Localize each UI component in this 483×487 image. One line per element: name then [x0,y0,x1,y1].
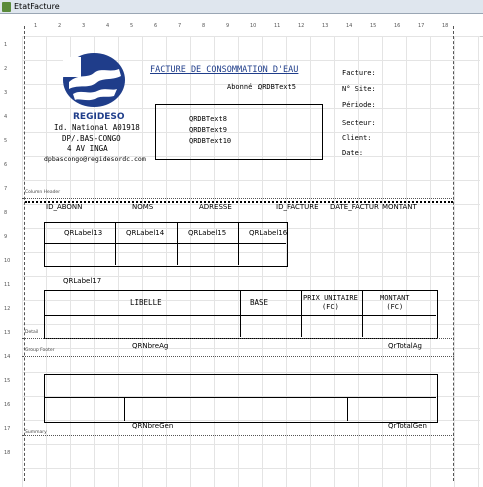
abonne-label: Abonné : [227,83,261,91]
ruler-tick-label: 11 [4,282,11,288]
summary-col-sep-2 [347,397,348,421]
ruler-tick-label: 10 [250,23,257,29]
horizontal-ruler [0,14,483,37]
vertical-ruler [0,36,22,487]
report-canvas[interactable] [22,36,480,487]
band-label-column-header: Column Header [25,190,61,195]
summary-col-sep-1 [124,397,125,421]
ruler-tick-label: 3 [4,90,8,96]
band-separator-group-footer [22,356,454,357]
ruler-tick-label: 18 [4,450,11,456]
summary-table-divider [44,397,436,398]
ruler-tick-label: 16 [4,402,11,408]
qrlabel13[interactable]: QRLabel13 [64,229,103,237]
summary-table[interactable] [44,374,438,423]
label-periode: Période: [342,101,376,109]
ruler-tick-label: 12 [298,23,305,29]
col-date-factur[interactable]: DATE_FACTUR [330,203,379,211]
col-id-abonn[interactable]: ID_ABONN [46,203,83,211]
box-field-3[interactable]: QRDBText10 [189,137,232,145]
qrnbregen[interactable]: QRNbreGen [132,422,174,430]
detail-col-sep-1 [240,290,241,337]
dp-label: DP/.BAS-CONGO [62,134,121,143]
col-noms[interactable]: NOMS [132,203,154,211]
regideso-logo-icon [59,49,129,109]
ruler-tick-label: 11 [274,23,281,29]
app-icon [2,2,11,12]
ruler-tick-label: 17 [418,23,425,29]
ruler-tick-label: 8 [202,23,206,29]
detail-col-sep-3 [362,290,363,337]
ruler-tick-label: 4 [4,114,8,120]
ruler-tick-label: 14 [346,23,353,29]
ruler-tick-label: 2 [58,23,62,29]
ruler-tick-label: 6 [154,23,158,29]
qrlabel17[interactable]: QRLabel17 [63,277,102,285]
ruler-tick-label: 5 [4,138,8,144]
qrlabel-table-divider [44,243,286,244]
ruler-tick-label: 2 [4,66,8,72]
ruler-tick-label: 7 [178,23,182,29]
ruler-tick-label: 9 [4,234,8,240]
band-separator-header [22,198,454,199]
report-title: FACTURE DE CONSOMMATION D'EAU [150,65,299,75]
ruler-tick-label: 14 [4,354,11,360]
ruler-tick-label: 4 [106,23,110,29]
ruler-tick-label: 8 [4,210,8,216]
label-facture: Facture: [342,69,376,77]
label-nsite: N° Site: [342,85,376,93]
band-label-group-footer: Group Footer [25,348,55,353]
label-client: Client: [342,134,372,142]
ruler-tick-label: 13 [4,330,11,336]
email-label: dpbascongo@regidesordc.com [44,155,146,163]
qrlabel-col-sep-2 [177,222,178,265]
page-margin-right [453,26,454,481]
qrtotalgen[interactable]: QrTotalGen [388,422,427,430]
ruler-tick-label: 15 [370,23,377,29]
col-montant[interactable]: MONTANT [382,203,417,211]
ruler-tick-label: 17 [4,426,11,432]
id-national: Id. National A01918 [54,123,140,132]
ruler-tick-label: 9 [226,23,230,29]
ruler-tick-label: 15 [4,378,11,384]
ruler-tick-label: 13 [322,23,329,29]
address-label: 4 AV INGA [67,144,108,153]
band-label-summary: Summary [25,430,47,435]
ruler-tick-label: 16 [394,23,401,29]
band-separator-summary [22,435,454,436]
ruler-tick-label: 6 [4,162,8,168]
label-date: Date: [342,149,364,157]
ruler-tick-label: 18 [442,23,449,29]
label-secteur: Secteur: [342,119,376,127]
page-margin-left [24,26,25,481]
col-adresse[interactable]: ADRESSE [199,203,232,211]
qrlabel-col-sep-1 [115,222,116,265]
th-montant[interactable]: MONTANT (FC) [380,294,410,311]
ruler-tick-label: 12 [4,306,11,312]
band-label-detail: Detail [25,330,39,335]
box-field-1[interactable]: QRDBText8 [189,115,227,123]
ruler-tick-label: 10 [4,258,11,264]
ruler-tick-label: 5 [130,23,134,29]
th-prix-unitaire[interactable]: PRIX UNITAIRE (FC) [303,294,358,311]
ruler-tick-label: 7 [4,186,8,192]
ruler-tick-label: 1 [34,23,38,29]
qrlabel14[interactable]: QRLabel14 [126,229,165,237]
info-box[interactable] [155,104,323,160]
band-separator-detail [22,338,454,339]
ruler-tick-label: 1 [4,42,8,48]
window-title: EtatFacture [14,2,60,11]
ruler-tick-label: 3 [82,23,86,29]
col-id-facture[interactable]: ID_FACTURE [276,203,319,211]
th-base[interactable]: BASE [250,298,269,307]
qrlabel15[interactable]: QRLabel15 [188,229,227,237]
box-field-2[interactable]: QRDBText9 [189,126,227,134]
qrlabel16[interactable]: QRLabel16 [249,229,288,237]
th-libelle[interactable]: LIBELLE [130,298,162,307]
abonne-field[interactable]: QRDBText5 [258,83,296,91]
logo-text: REGIDESO [73,112,125,122]
qrnbreag[interactable]: QRNbreAg [132,342,169,350]
qrtotalag[interactable]: QrTotalAg [388,342,422,350]
window-titlebar [0,0,483,14]
detail-col-sep-2 [301,290,302,337]
qrlabel-col-sep-3 [238,222,239,265]
